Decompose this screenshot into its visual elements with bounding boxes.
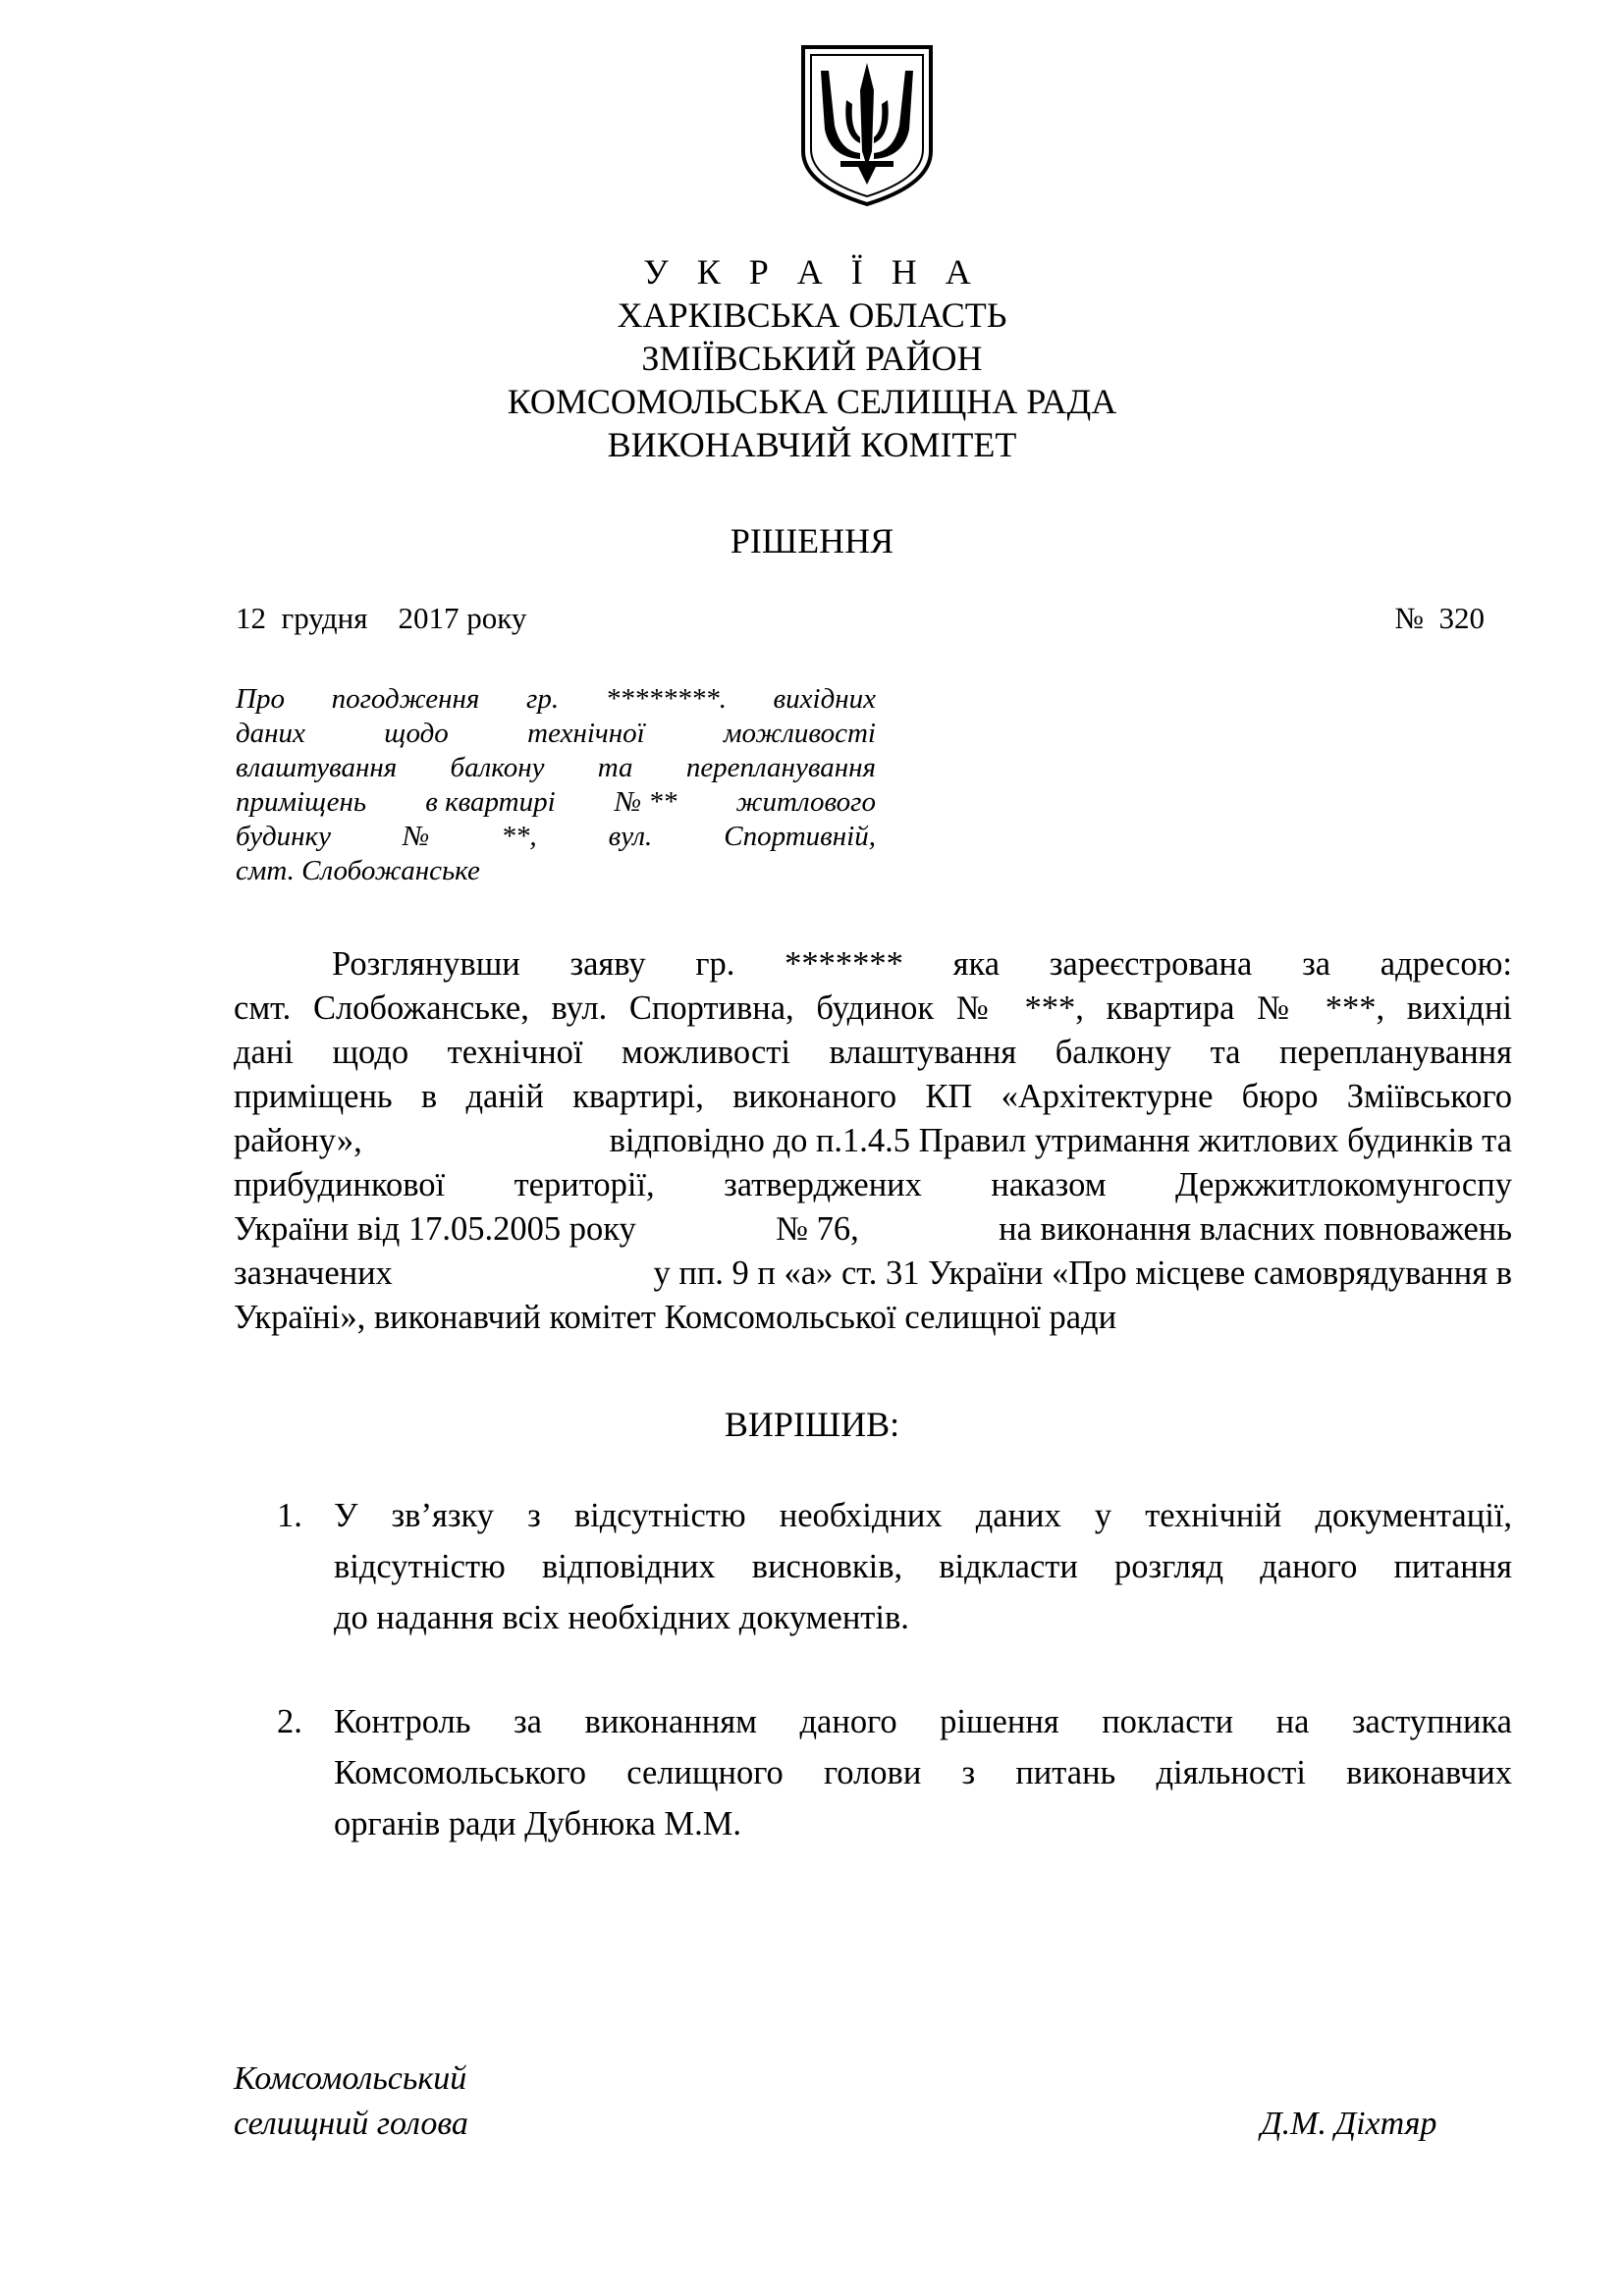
text-segment: влаштування: [236, 752, 398, 783]
text-segment: прибудинкової: [234, 1166, 446, 1203]
text-segment: № 76,: [776, 1210, 859, 1248]
text-line: [234, 1031, 1512, 1075]
text-segment: житлового: [735, 786, 876, 818]
text-segment: заяву: [569, 945, 646, 983]
text-segment: дані щодо технічної можливості влаштування балкону та перепланування: [234, 1034, 1512, 1071]
text-segment: можливості: [724, 718, 876, 749]
text-segment: будинку: [236, 821, 331, 852]
text-segment: даних: [236, 718, 305, 749]
text-segment: у пп. 9 п «а» ст. 31 України «Про місцеве самоврядування в: [653, 1255, 1512, 1292]
document-header: [0, 250, 1624, 466]
text-segment: приміщень в даній квартирі, виконаного КП «Архітектурне бюро Зміївського: [234, 1078, 1512, 1115]
text-segment: Україні», виконавчий комітет Комсомольської селищної ради: [234, 1299, 1117, 1336]
text-segment: Спортивній,: [724, 821, 876, 852]
text-segment: погодження: [331, 683, 480, 715]
text-segment: вул.: [608, 821, 653, 852]
item-number: 2.: [277, 1703, 302, 1740]
text-segment: зазначених: [234, 1255, 393, 1292]
text-segment: та: [597, 752, 633, 783]
resolved-heading: ВИРІШИВ:: [724, 1405, 900, 1444]
text-segment: гр.: [695, 945, 735, 983]
signature-name: Д.М. Діхтяр: [1261, 2106, 1437, 2142]
text-line: [236, 682, 876, 717]
text-line: [234, 1296, 1512, 1340]
text-segment: смт. Слобожанське, вул. Спортивна, будинок № ***, квартира № ***, вихідні: [234, 989, 1512, 1027]
item-number: 1.: [277, 1497, 302, 1534]
text-segment: вихідних: [773, 683, 876, 715]
text-line: [234, 1252, 1512, 1296]
text-line: [236, 854, 876, 888]
text-line: [334, 1490, 1512, 1541]
text-segment: за: [1302, 945, 1331, 983]
text-segment: адресою:: [1380, 945, 1512, 983]
text-line: [236, 751, 876, 785]
text-line: [334, 1592, 1512, 1643]
text-segment: зареєстрована: [1049, 945, 1253, 983]
text-line: [234, 1119, 1512, 1163]
text-segment: перепланування: [685, 752, 876, 783]
text-segment: гр.: [526, 683, 560, 715]
text-segment: України від 17.05.2005 року: [234, 1210, 636, 1248]
text-segment: відповідно до п.1.4.5 Правил утримання житлових будинків та: [609, 1122, 1512, 1159]
text-segment: технічної: [527, 718, 645, 749]
text-segment: *******: [785, 945, 903, 983]
text-line: [236, 820, 876, 854]
signature-title-line-1: Комсомольський: [234, 2060, 467, 2097]
text-line: [236, 785, 876, 820]
item-text: [334, 1490, 1512, 1643]
document-date: 12 грудня 2017 року: [236, 601, 527, 635]
text-segment: району»,: [234, 1122, 362, 1159]
text-segment: Комсомольського селищного голови з питань діяльності виконавчих: [334, 1754, 1512, 1791]
text-segment: № **: [614, 786, 677, 818]
text-segment: Про: [236, 683, 285, 715]
text-segment: в квартирі: [425, 786, 556, 818]
item-text: [334, 1696, 1512, 1849]
text-line: [334, 1696, 1512, 1747]
text-segment: приміщень: [236, 786, 367, 818]
header-council: КОМСОМОЛЬСЬКА СЕЛИЩНА РАДА: [507, 382, 1117, 421]
header-country: У К Р А Ї Н А: [643, 252, 981, 292]
text-line: [234, 942, 1512, 987]
header-oblast: ХАРКІВСЬКА ОБЛАСТЬ: [617, 295, 1007, 335]
header-committee: ВИКОНАВЧИЙ КОМІТЕТ: [607, 425, 1017, 464]
text-segment: щодо: [384, 718, 449, 749]
text-segment: території,: [514, 1166, 655, 1203]
text-line: [234, 987, 1512, 1031]
text-line: [234, 1163, 1512, 1207]
text-segment: яка: [952, 945, 1001, 983]
text-segment: Контроль за виконанням даного рішення покласти на заступника: [334, 1703, 1512, 1740]
text-segment: до надання всіх необхідних документів.: [334, 1599, 909, 1636]
text-line: [334, 1747, 1512, 1798]
subject-block: [236, 682, 876, 888]
document-number: № 320: [1394, 601, 1485, 635]
text-segment: смт. Слобожанське: [236, 855, 480, 886]
date-number-line: [236, 601, 1485, 636]
text-line: [234, 1207, 1512, 1252]
body-paragraph: [234, 942, 1512, 1340]
text-line: [234, 1075, 1512, 1119]
text-segment: **,: [501, 821, 537, 852]
text-segment: наказом: [991, 1166, 1107, 1203]
text-segment: відсутністю відповідних висновків, відкласти розгляд даного питання: [334, 1548, 1512, 1585]
text-segment: №: [403, 821, 430, 852]
text-segment: на виконання власних повноважень: [999, 1210, 1512, 1248]
text-segment: Держжитлокомунгоспу: [1175, 1166, 1512, 1203]
text-line: [236, 717, 876, 751]
header-raion: ЗМІЇВСЬКИЙ РАЙОН: [641, 339, 983, 378]
text-segment: Розглянувши: [332, 945, 520, 983]
text-segment: ********.: [605, 683, 727, 715]
document-type: РІШЕННЯ: [730, 521, 894, 561]
text-segment: У зв’язку з відсутністю необхідних даних у технічній документації,: [334, 1497, 1512, 1534]
text-line: [334, 1798, 1512, 1849]
text-segment: балкону: [450, 752, 545, 783]
text-line: [334, 1541, 1512, 1592]
signature-title-line-2: селищний голова: [234, 2106, 468, 2142]
coat-of-arms-icon: [797, 41, 937, 208]
text-segment: органів ради Дубнюка М.М.: [334, 1805, 742, 1842]
text-segment: затверджених: [724, 1166, 922, 1203]
